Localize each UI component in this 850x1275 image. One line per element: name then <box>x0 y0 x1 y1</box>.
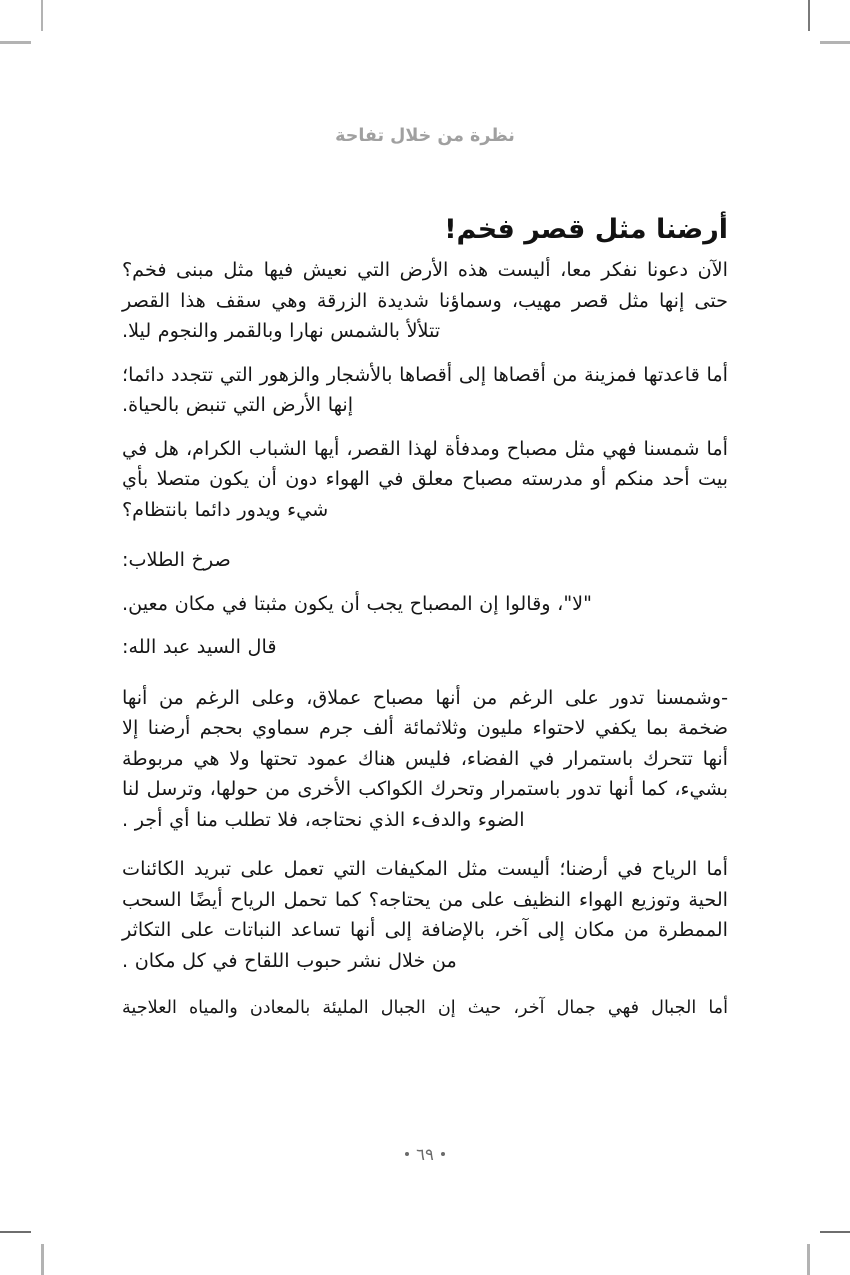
page-number <box>0 1145 850 1164</box>
crop-mark-top-right-horizontal <box>820 41 850 44</box>
paragraph-dialogue-cue: صرخ الطلاب: <box>122 548 231 571</box>
running-head: نظرة من خلال تفاحة <box>335 126 515 146</box>
crop-mark-top-right-vertical <box>808 0 810 31</box>
folio-number: ٦٩ <box>416 1145 434 1164</box>
paragraph: أما قاعدتها فمزينة من أقصاها إلى أقصاها بالأشجار والزهور التي تتجدد دائما؛ إنها الأرض التي تنبض بالحياة. <box>122 362 728 416</box>
crop-mark-top-left-vertical <box>41 0 43 31</box>
folio-dot-left <box>441 1152 445 1156</box>
paragraph-speaker-cue: قال السيد عبد الله: <box>122 635 277 658</box>
paragraph: الآن دعونا نفكر معا، أليست هذه الأرض التي نعيش فيها مثل مبنى فخم؟ حتى إنها مثل قصر مهيب، وسماؤنا شديدة الزرقة وهي سقف هذا القصر تتلألأ بالشمس نهارا وبالقمر والنجوم ليلا. <box>122 258 728 342</box>
paragraph: -وشمسنا تدور على الرغم من أنها مصباح عملاق، وعلى الرغم من أنها ضخمة بما يكفي لاحتواء مليون وثلاثمائة ألف جرم سماوي بحجم أرضنا إلا أنها تتحرك باستمرار في الفضاء، فليس هناك عمود تحتها ولا هي مربوطة بشيء، كما أنها تدور باستمرار وتحرك الكواكب الأخرى من حولها، وترسل لنا الضوء والدفء الذي نحتاجه، فلا تطلب منا أي أجر . <box>122 685 728 831</box>
paragraph-quote: "لا"، وقالوا إن المصباح يجب أن يكون مثبتا في مكان معين. <box>122 591 592 615</box>
folio-dot-right <box>405 1152 409 1156</box>
crop-mark-bottom-right-horizontal <box>820 1231 850 1233</box>
paragraph: أما شمسنا فهي مثل مصباح ومدفأة لهذا القصر، أيها الشباب الكرام، هل في بيت أحد منكم أو مدرسته مصباح معلق في الهواء دون أن يكون متصلا بأي شيء ويدور دائما بانتظام؟ <box>122 436 728 521</box>
crop-mark-bottom-right-vertical <box>807 1244 810 1275</box>
crop-mark-bottom-left-horizontal <box>0 1231 31 1233</box>
crop-mark-bottom-left-vertical <box>41 1244 44 1275</box>
page-title: أرضنا مثل قصر فخم! <box>444 214 728 246</box>
body-text-block <box>122 255 728 1035</box>
crop-mark-top-left-horizontal <box>0 41 31 44</box>
paragraph-continued: أما الجبال فهي جمال آخر، حيث إن الجبال المليئة بالمعادن والمياه العلاجية <box>122 998 728 1018</box>
paragraph: أما الرياح في أرضنا؛ أليست مثل المكيفات التي تعمل على تبريد الكائنات الحية وتوزيع الهواء النظيف على من يحتاجه؟ كما تحمل الرياح أيضًا السحب الممطرة من مكان إلى آخر، بالإضافة إلى أنها تساعد النباتات على التكاثر من خلال نشر حبوب اللقاح في كل مكان . <box>122 857 728 972</box>
